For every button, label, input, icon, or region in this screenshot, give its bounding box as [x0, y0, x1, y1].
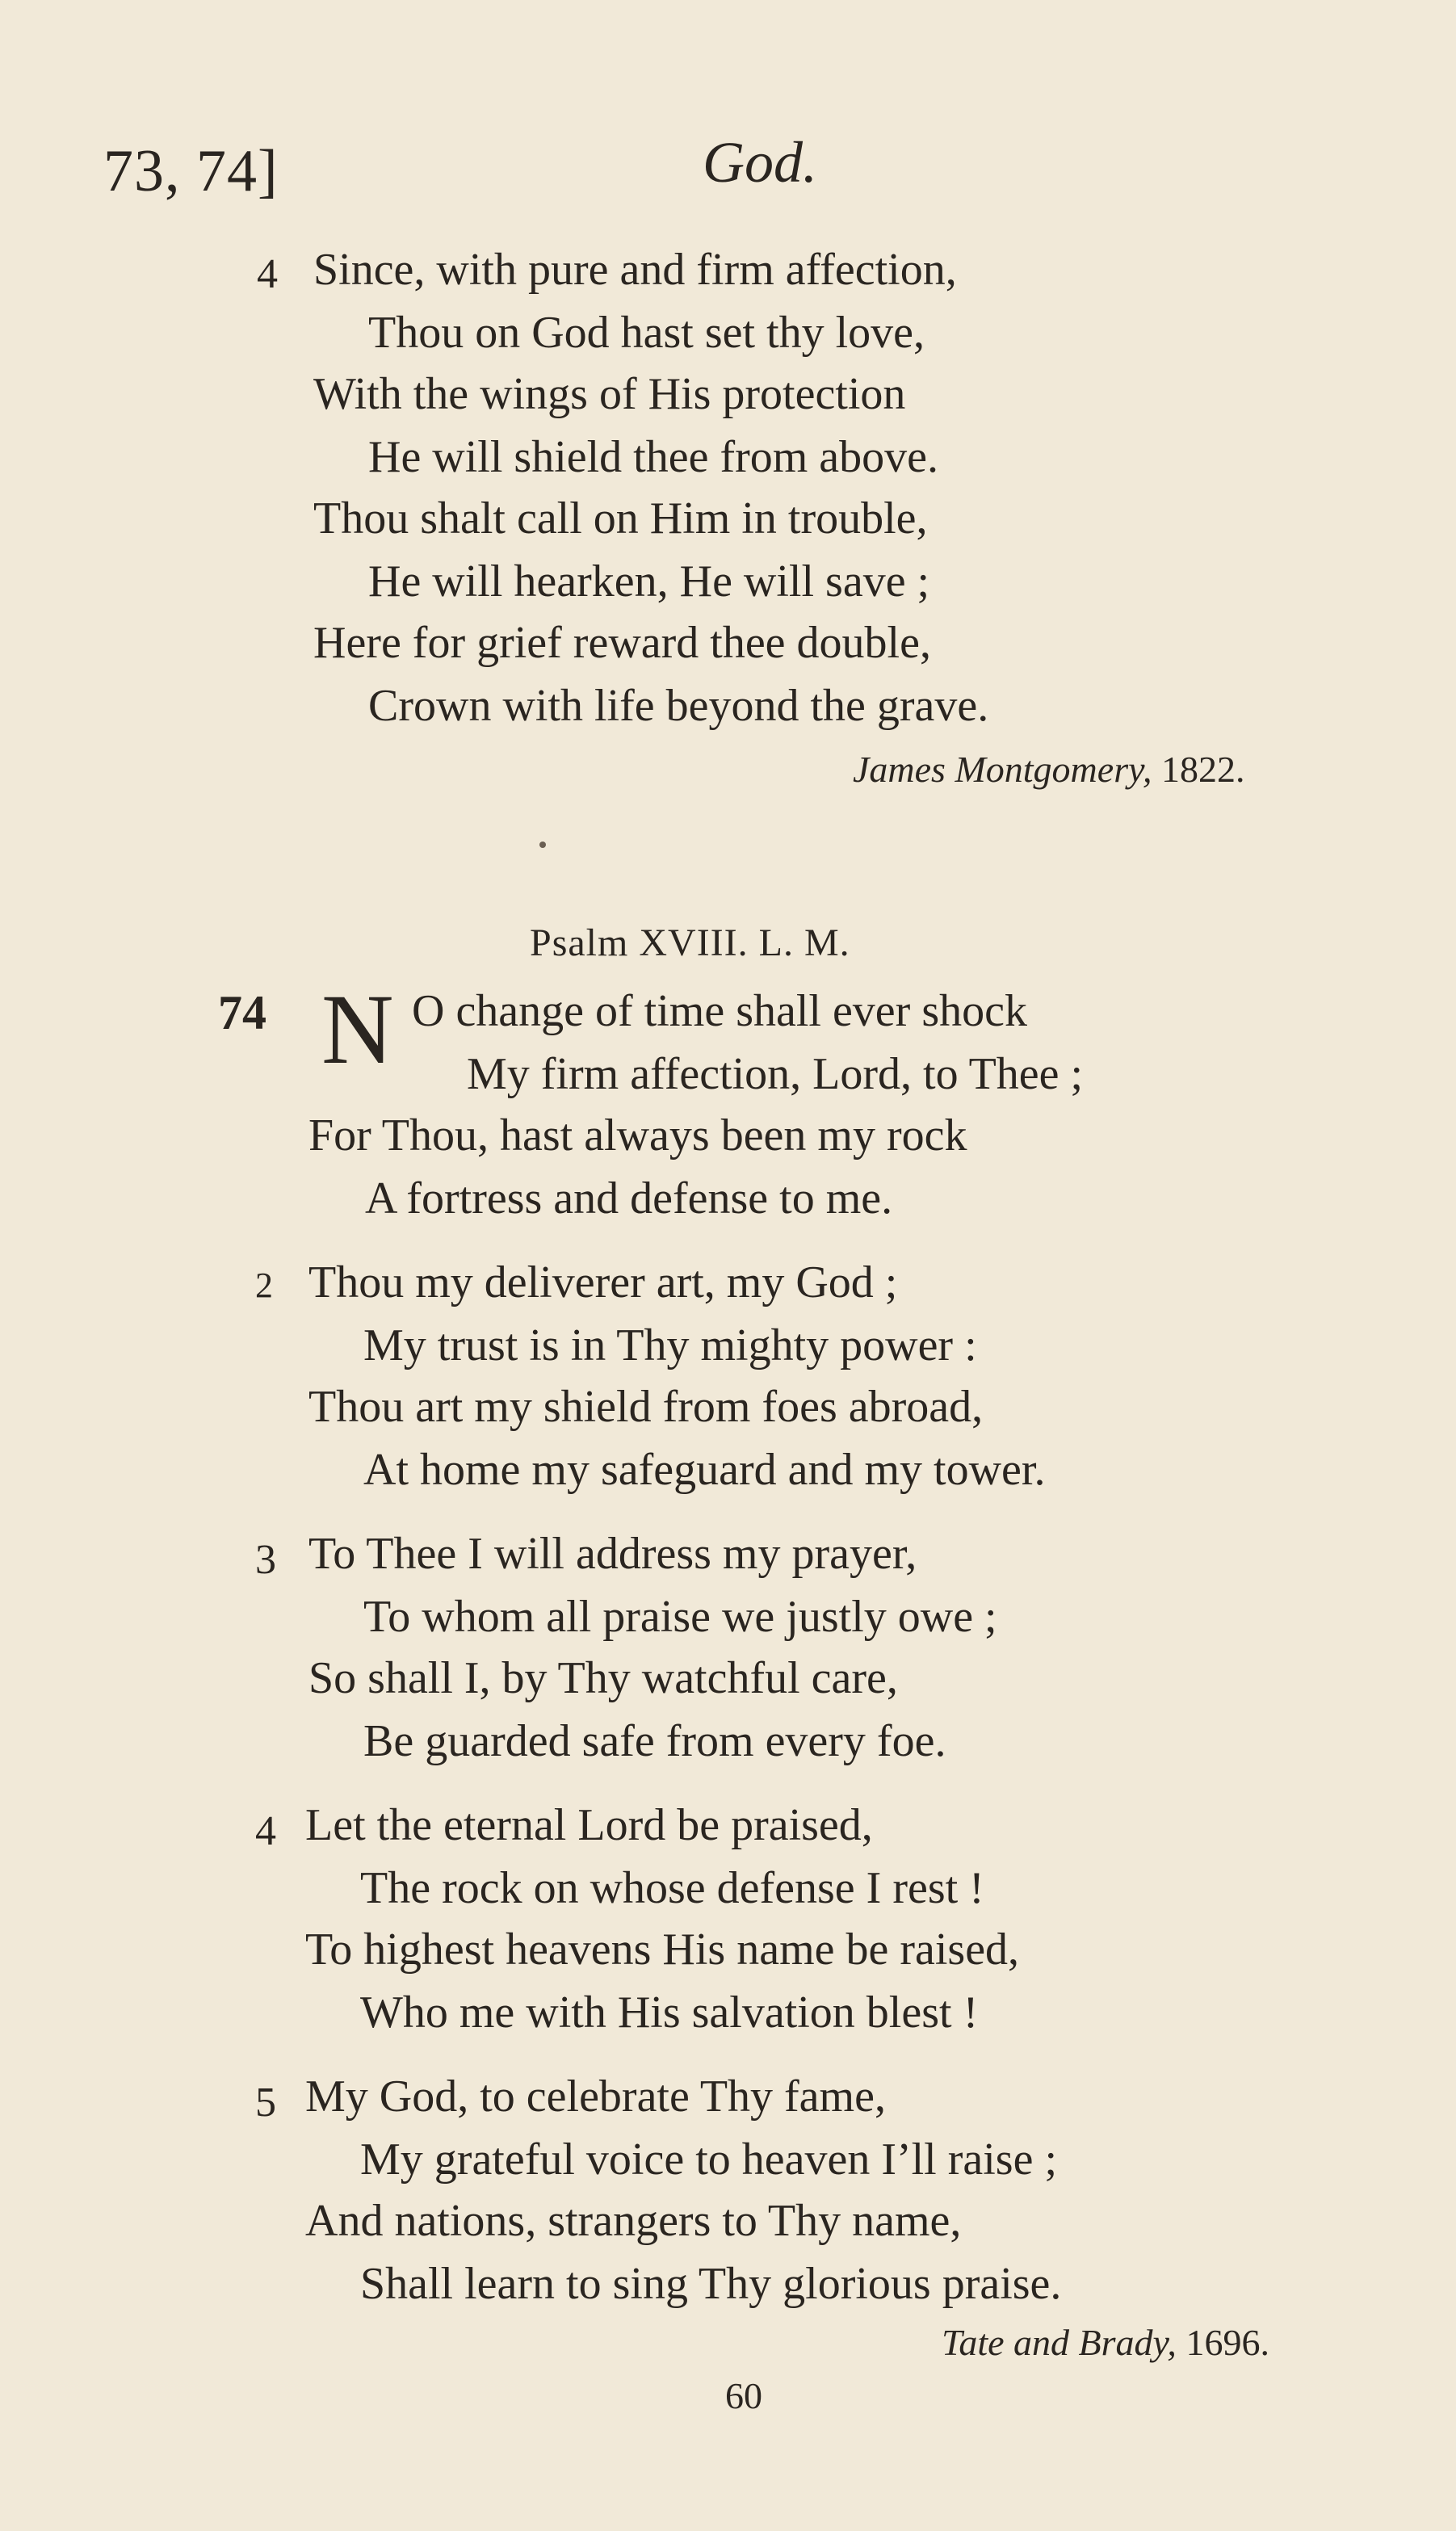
verse-line: The rock on whose defense I rest ! [360, 1863, 984, 1913]
verse-line: And nations, strangers to Thy name, [305, 2196, 962, 2246]
verse-line: Here for grief reward thee double, [313, 618, 931, 668]
hymn-attribution [942, 2321, 1269, 2364]
stanza-number: 4 [257, 251, 278, 297]
stanza-number: 2 [255, 1266, 273, 1305]
verse-line: Be guarded safe from every foe. [363, 1716, 946, 1766]
attribution-year: 1822. [1160, 749, 1245, 790]
running-head-hymn-numbers: 73, 74] [103, 138, 279, 204]
psalm-label: Psalm [530, 921, 629, 964]
stanza-number: 3 [255, 1537, 276, 1583]
verse-line: Crown with life beyond the grave. [368, 681, 989, 731]
verse-line: For Thou, hast always been my rock [308, 1110, 967, 1161]
verse-line: O change of time shall ever shock [412, 986, 1027, 1036]
verse-line: He will shield thee from above. [368, 432, 939, 482]
verse-line: Thou shalt call on Him in trouble, [313, 493, 928, 544]
attribution-author: Tate and Brady, [942, 2322, 1177, 2363]
verse-line: To highest heavens His name be raised, [305, 1924, 1020, 1975]
verse-line: Who me with His salvation blest ! [360, 1987, 979, 2038]
verse-line: Let the eternal Lord be praised, [305, 1800, 873, 1850]
psalm-heading [530, 921, 850, 965]
verse-line: Thou on God hast set thy love, [368, 308, 925, 358]
verse-line: To Thee I will address my prayer, [308, 1529, 917, 1579]
verse-line: At home my safeguard and my tower. [363, 1445, 1046, 1495]
attribution-year: 1696. [1185, 2322, 1269, 2363]
hymn-attribution [853, 748, 1244, 791]
verse-line: My God, to celebrate Thy fame, [305, 2071, 886, 2122]
verse-line: With the wings of His protection [313, 369, 906, 419]
verse-line: My grateful voice to heaven I’ll raise ; [360, 2134, 1057, 2185]
drop-cap: N [321, 974, 394, 1085]
psalm-meter: XVIII. L. M. [639, 921, 850, 964]
verse-line: He will hearken, He will save ; [368, 556, 930, 607]
stanza-number: 5 [255, 2080, 276, 2126]
verse-line: To whom all praise we justly owe ; [363, 1592, 997, 1642]
attribution-author: James Montgomery, [853, 749, 1152, 790]
verse-line: Shall learn to sing Thy glorious praise. [360, 2259, 1062, 2309]
verse-line: Thou my deliverer art, my God ; [308, 1257, 898, 1307]
hymn-number: 74 [218, 986, 266, 1039]
page-speck [539, 842, 546, 848]
stanza-number: 4 [255, 1808, 276, 1854]
verse-line: My firm affection, Lord, to Thee ; [467, 1049, 1084, 1099]
page-number: 60 [725, 2375, 762, 2416]
running-head-section-title: God. [703, 130, 817, 195]
verse-line: Thou art my shield from foes abroad, [308, 1382, 984, 1432]
verse-line: A fortress and defense to me. [365, 1173, 893, 1224]
verse-line: Since, with pure and firm affection, [313, 245, 957, 295]
verse-line: My trust is in Thy mighty power : [363, 1320, 977, 1370]
verse-line: So shall I, by Thy watchful care, [308, 1653, 898, 1703]
